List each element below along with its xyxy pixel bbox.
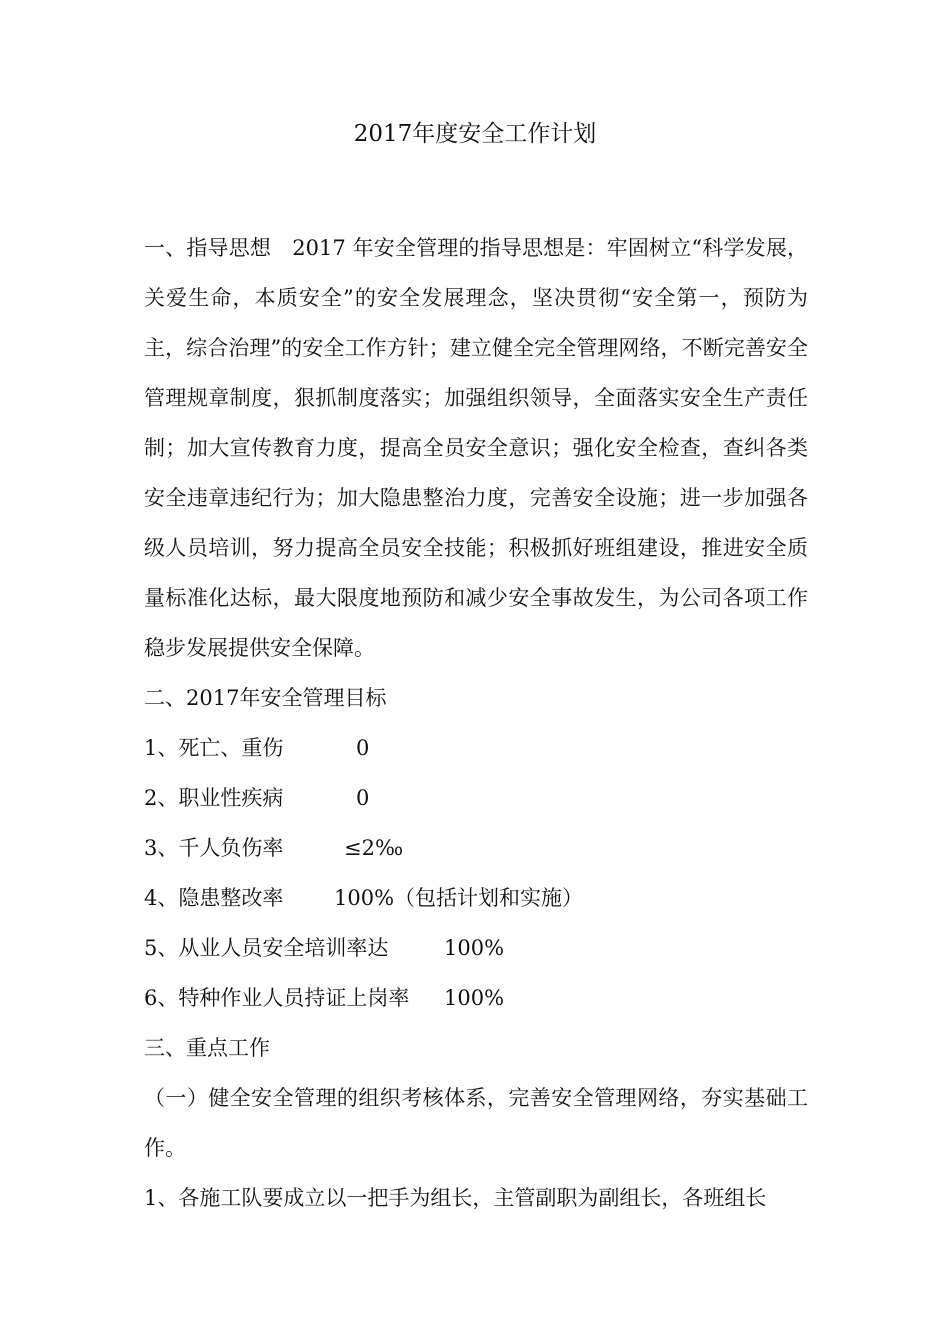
target-value: 0 <box>356 786 370 810</box>
target-label: 6、特种作业人员持证上岗率 <box>144 986 410 1010</box>
key-work-subsection-1: （一）健全安全管理的组织考核体系，完善安全管理网络，夯实基础工作。 <box>144 1086 808 1160</box>
target-label: 5、从业人员安全培训率达 <box>144 936 389 960</box>
target-label: 4、隐患整改率 <box>144 886 284 910</box>
target-value: 0 <box>356 736 370 760</box>
target-row <box>144 923 808 973</box>
key-work-heading: 三、重点工作 <box>144 1036 270 1060</box>
target-row <box>144 973 808 1023</box>
target-label: 1、死亡、重伤 <box>144 736 284 760</box>
target-row <box>144 823 808 873</box>
target-row <box>144 723 808 773</box>
target-value: ≤2‰ <box>344 836 404 860</box>
target-row <box>144 873 808 923</box>
document-title: 2017年度安全工作计划 <box>353 121 597 147</box>
target-value: 100% <box>444 986 505 1010</box>
document-body <box>144 223 808 1223</box>
target-row <box>144 773 808 823</box>
target-value: 100% <box>444 936 505 960</box>
key-work-item-1: 1、各施工队要成立以一把手为组长，主管副职为副组长，各班组长 <box>144 1186 767 1210</box>
guiding-ideology-paragraph: 一、指导思想 2017 年安全管理的指导思想是：牢固树立“科学发展，关爱生命，本质安全”的安全发展理念，坚决贯彻“安全第一，预防为主，综合治理”的安全工作方针；建立健全完全管理网络，不断完善安全管理规章制度，狠抓制度落实；加强组织领导，全面落实安全生产责任制；加大宣传教育力度，提高全员安全意识；强化安全检查，查纠各类安全违章违纪行为；加大隐患整治力度，完善安全设施；进一步加强各级人员培训，努力提高全员安全技能；积极抓好班组建设，推进安全质量标准化达标，最大限度地预防和减少安全事故发生，为公司各项工作稳步发展提供安全保障。 <box>144 236 808 660</box>
target-label: 2、职业性疾病 <box>144 786 284 810</box>
target-value: 100%（包括计划和实施） <box>334 886 584 910</box>
safety-targets-heading: 二、2017年安全管理目标 <box>144 686 387 710</box>
target-label: 3、千人负伤率 <box>144 836 284 860</box>
